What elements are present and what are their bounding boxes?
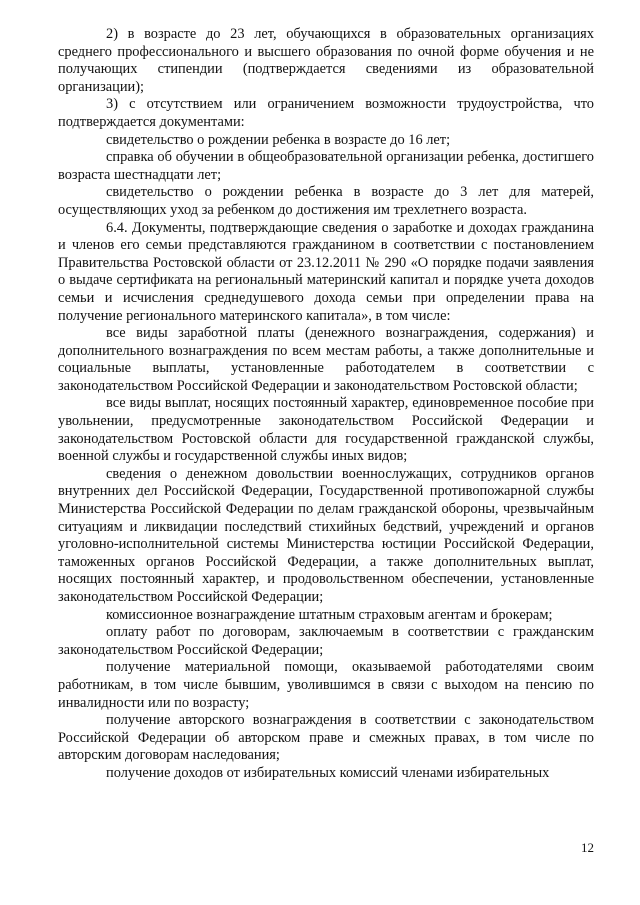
paragraph-material-aid: получение материальной помощи, оказываемой работодателями своим работникам, в том числе бывшим, уволившимся в связи с выходом на пенсию по инвалидности или по возрасту; [58,659,594,711]
paragraph-birth-certificate-16: свидетельство о рождении ребенка в возрасте до 16 лет; [106,131,451,148]
paragraph-item-3: 3) с отсутствием или ограничением возможности трудоустройства, что подтверждается документами: [58,96,594,130]
paragraph-school-certificate: справка об обучении в общеобразовательной организации ребенка, достигшего возраста шестнадцати лет; [58,149,594,183]
document-body [58,26,594,783]
paragraph-birth-certificate-3: свидетельство о рождении ребенка в возрасте до 3 лет для матерей, осуществляющих уход за ребенком до достижения им трехлетнего возраста. [58,184,594,218]
paragraph-military-allowance: сведения о денежном довольствии военнослужащих, сотрудников органов внутренних дел Российской Федерации, Государственной противопожарной службы Министерства Российской Федерации по делам гражданской обороны, чрезвычайным ситуациям и ликвидации последствий стихийных бедствий, учреждений и органов уголовно-исполнительной системы Министерства юстиции Российской Федерации, таможенных органов Российской Федерации, а также дополнительных выплат, носящих постоянный характер, и продовольственном обеспечении, установленные законодательством Российской Федерации; [58,465,594,605]
paragraph-election-commissions: получение доходов от избирательных комиссий членами избирательных [106,764,550,781]
paragraph-salary: все виды заработной платы (денежного вознаграждения, содержания) и дополнительного вознаграждения по всем местам работы, а также дополнительные и социальные выплаты, установленные работодателем в соответствии с законодательством Российской Федерации и законодательством Ростовской области; [58,325,594,394]
paragraph-author-fees: получение авторского вознаграждения в соответствии с законодательством Российской Федерации об авторском праве и смежных правах, в том числе по авторским договорам наследования; [58,712,594,764]
paragraph-contract-payments: оплату работ по договорам, заключаемым в соответствии с гражданским законодательством Российской Федерации; [58,624,594,658]
page-number: 12 [581,840,594,855]
paragraph-item-2: 2) в возрасте до 23 лет, обучающихся в образовательных организациях среднего профессионального и высшего образования по очной форме обучения и не получающих стипендии (подтверждается сведениями из образовательной организации); [58,26,594,95]
paragraph-section-6-4: 6.4. Документы, подтверждающие сведения о заработке и доходах гражданина и членов его семьи представляются гражданином в соответствии с постановлением Правительства Ростовской области от 23.12.2011 № 290 «О порядке подачи заявления о выдаче сертификата на региональный материнский капитал и порядке учета доходов семьи и исчисления среднедушевого дохода семьи при определении права на получение регионального материнского капитала», в том числе: [58,219,594,324]
paragraph-permanent-payments: все виды выплат, носящих постоянный характер, единовременное пособие при увольнении, предусмотренные законодательством Российской Федерации и законодательством Ростовской области для государственной гражданской службы, военной службы и государственной службы иных видов; [58,395,594,465]
paragraph-commission: комиссионное вознаграждение штатным страховым агентам и брокерам; [106,606,553,623]
